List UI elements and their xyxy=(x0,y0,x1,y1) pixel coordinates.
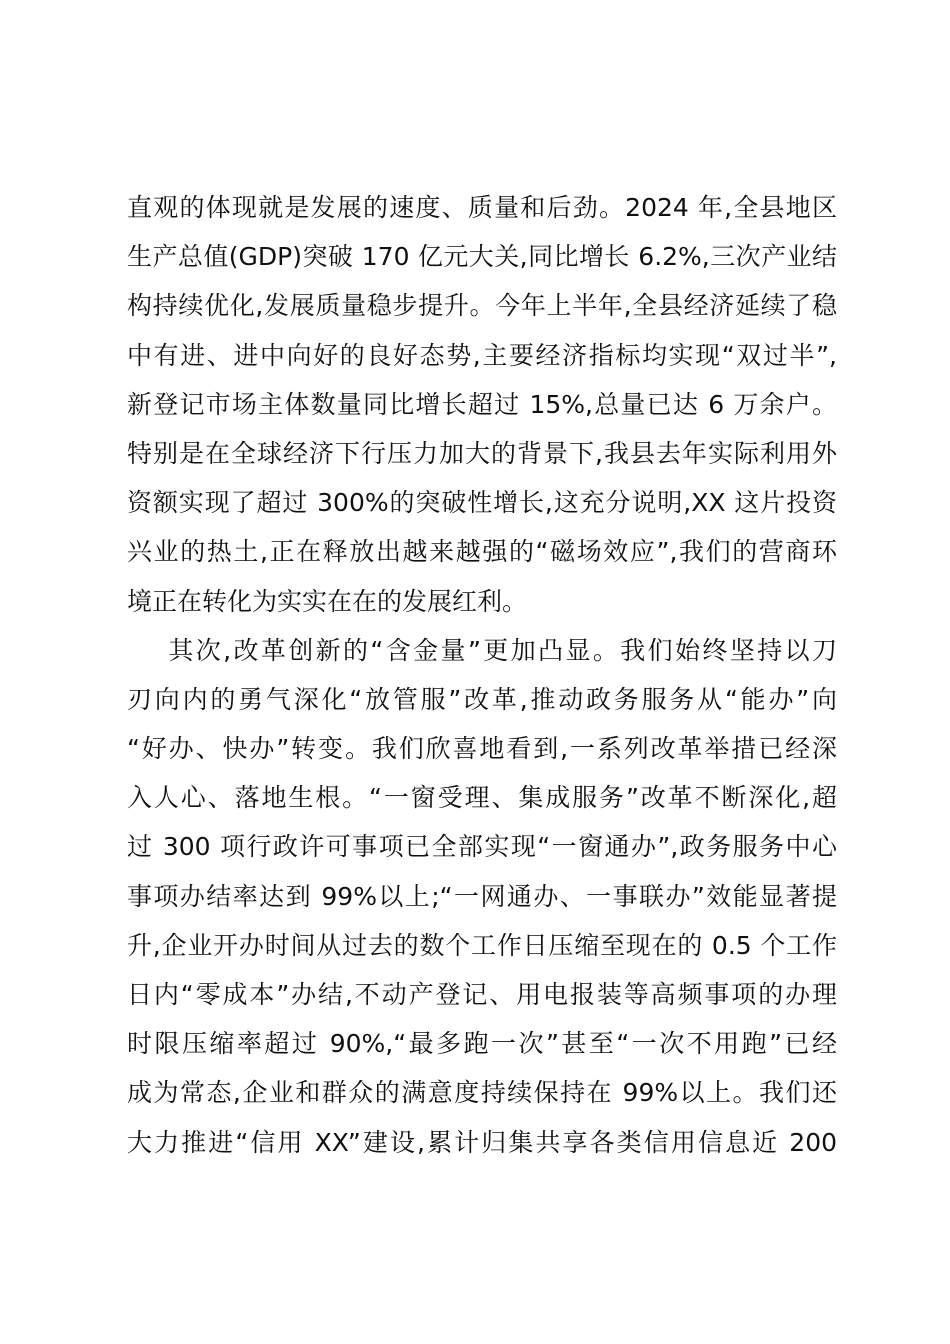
text-line: 中有进、进中向好的良好态势,主要经济指标均实现“双过半”, xyxy=(127,340,837,370)
paragraph-2 xyxy=(127,626,837,1167)
text-line: 新登记市场主体数量同比增长超过 15%,总量已达 6 万余户。 xyxy=(127,389,837,419)
text-line: 过 300 项行政许可事项已全部实现“一窗通办”,政务服务中心 xyxy=(127,832,837,862)
text-line: 直观的体现就是发展的速度、质量和后劲。2024 年,全县地区 xyxy=(127,193,837,222)
text-line: 大力推进“信用 XX”建设,累计归集共享各类信用信息近 200 xyxy=(127,1127,837,1157)
text-line: 其次,改革创新的“含金量”更加凸显。我们始终坚持以刀 xyxy=(127,635,837,665)
text-line: 境正在转化为实实在在的发展红利。 xyxy=(127,586,528,616)
text-line: 兴业的热土,正在释放出越来越强的“磁场效应”,我们的营商环 xyxy=(127,537,837,567)
text-line: 构持续优化,发展质量稳步提升。今年上半年,全县经济延续了稳 xyxy=(127,291,837,321)
text-line: 刃向内的勇气深化“放管服”改革,推动政务服务从“能办”向 xyxy=(127,684,837,714)
text-line: 特别是在全球经济下行压力加大的背景下,我县去年实际利用外 xyxy=(127,438,837,468)
document-body xyxy=(127,183,837,1167)
text-line: 成为常态,企业和群众的满意度持续保持在 99%以上。我们还 xyxy=(127,1078,837,1108)
text-line: 资额实现了超过 300%的突破性增长,这充分说明,XX 这片投资 xyxy=(127,488,837,518)
text-line: 时限压缩率超过 90%,“最多跑一次”甚至“一次不用跑”已经 xyxy=(127,1029,837,1059)
text-line: 事项办结率达到 99%以上;“一网通办、一事联办”效能显著提 xyxy=(127,881,837,911)
text-line: 日内“零成本”办结,不动产登记、用电报装等高频事项的办理 xyxy=(127,980,837,1009)
text-line: 升,企业开办时间从过去的数个工作日压缩至现在的 0.5 个工作 xyxy=(127,930,837,960)
text-line: 入人心、落地生根。“一窗受理、集成服务”改革不断深化,超 xyxy=(127,783,837,813)
text-line: “好办、快办”转变。我们欣喜地看到,一系列改革举措已经深 xyxy=(127,734,837,764)
text-line: 生产总值(GDP)突破 170 亿元大关,同比增长 6.2%,三次产业结 xyxy=(127,242,837,272)
paragraph-1 xyxy=(127,183,837,626)
